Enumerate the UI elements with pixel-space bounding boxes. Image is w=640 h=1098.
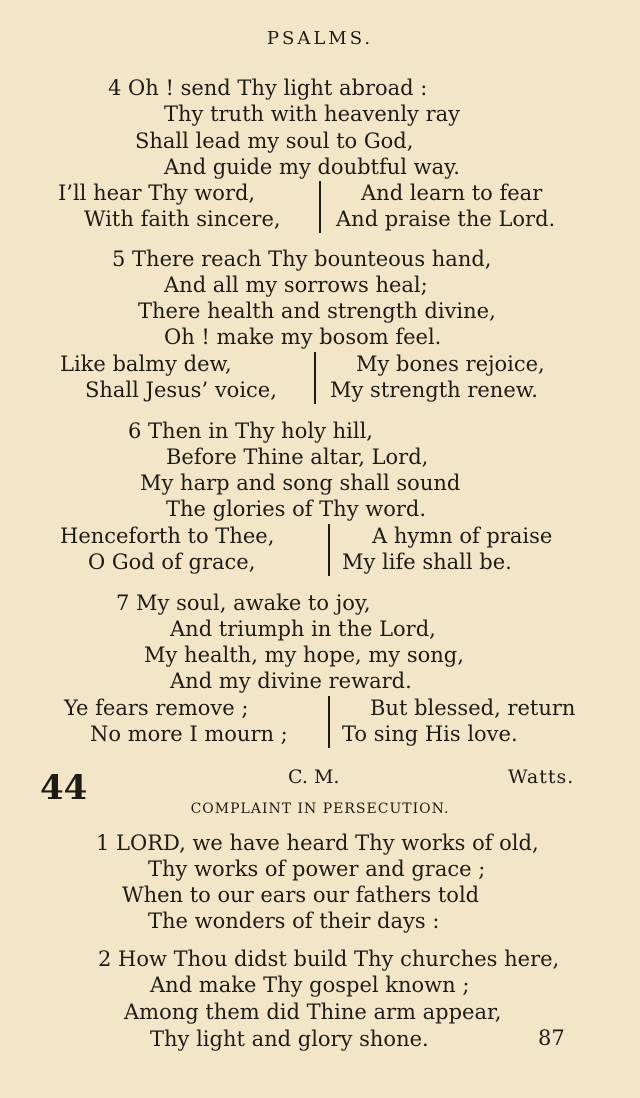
stanza-line: When to our ears our fathers told — [122, 883, 480, 907]
chorus-right-line: My strength renew. — [330, 378, 538, 402]
stanza-line: 5 There reach Thy bounteous hand, — [112, 247, 492, 271]
chorus-right-line: And praise the Lord. — [336, 207, 556, 231]
chorus-right-line: To sing His love. — [342, 722, 518, 746]
stanza-line: Thy truth with heavenly ray — [164, 102, 461, 126]
hymn-subtitle: COMPLAINT IN PERSECUTION. — [190, 801, 450, 817]
stanza-line: 4 Oh ! send Thy light abroad : — [108, 76, 428, 100]
stanza-line: And guide my doubtful way. — [164, 155, 460, 179]
stanza-line: The wonders of their days : — [148, 909, 440, 933]
chorus-divider — [314, 352, 316, 404]
hymn-number: 44 — [40, 768, 88, 808]
chorus-right-line: My bones rejoice, — [356, 352, 545, 376]
chorus-divider — [328, 696, 330, 748]
stanza-line: My health, my hope, my song, — [144, 643, 464, 667]
chorus-right-line: My life shall be. — [342, 550, 512, 574]
chorus-left-line: No more I mourn ; — [90, 722, 288, 746]
stanza-line: 6 Then in Thy holy hill, — [128, 419, 373, 443]
chorus-divider — [328, 524, 330, 576]
stanza-line: Oh ! make my bosom feel. — [164, 325, 442, 349]
stanza-line: And triumph in the Lord, — [170, 617, 436, 641]
chorus-divider — [319, 181, 321, 233]
stanza-line: My harp and song shall sound — [140, 471, 461, 495]
page-number: 87 — [538, 1026, 565, 1050]
stanza-line: Before Thine altar, Lord, — [166, 445, 429, 469]
chorus-right-line: And learn to fear — [361, 181, 543, 205]
stanza-line: Among them did Thine arm appear, — [124, 1000, 502, 1024]
chorus-left-line: Shall Jesus’ voice, — [85, 378, 277, 402]
stanza-line: Shall lead my soul to God, — [135, 129, 414, 153]
stanza-line: And all my sorrows heal; — [164, 273, 428, 297]
stanza-line: Thy works of power and grace ; — [148, 857, 486, 881]
stanza-line: 1 LORD, we have heard Thy works of old, — [96, 831, 539, 855]
stanza-line: Thy light and glory shone. — [150, 1027, 429, 1051]
running-header: PSALMS. — [266, 28, 374, 49]
chorus-right-line: A hymn of praise — [372, 524, 553, 548]
stanza-line: There health and strength divine, — [138, 299, 496, 323]
chorus-left-line: Like balmy dew, — [60, 352, 232, 376]
chorus-left-line: O God of grace, — [88, 550, 256, 574]
chorus-left-line: Henceforth to Thee, — [60, 524, 275, 548]
stanza-line: And make Thy gospel known ; — [150, 973, 470, 997]
stanza-line: 7 My soul, awake to joy, — [116, 591, 371, 615]
stanza-line: The glories of Thy word. — [166, 497, 427, 521]
chorus-left-line: Ye fears remove ; — [64, 696, 249, 720]
chorus-left-line: With faith sincere, — [84, 207, 281, 231]
hymn-meter: C. M. — [288, 766, 340, 788]
hymn-author: Watts. — [508, 766, 575, 788]
stanza-line: 2 How Thou didst build Thy churches here, — [98, 947, 560, 971]
chorus-right-line: But blessed, return — [370, 696, 576, 720]
chorus-left-line: I’ll hear Thy word, — [58, 181, 256, 205]
stanza-line: And my divine reward. — [170, 669, 412, 693]
